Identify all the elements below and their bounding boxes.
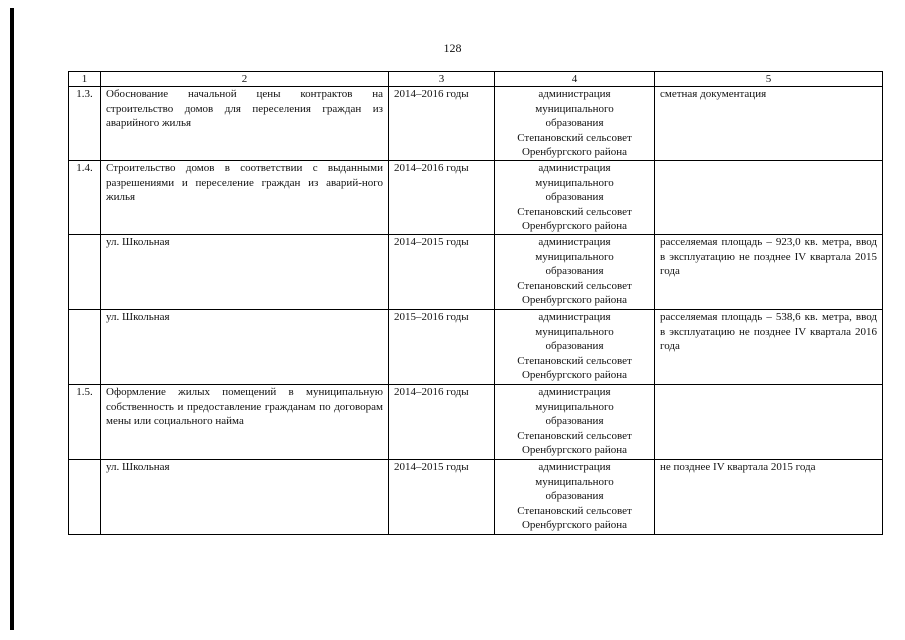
responsible-organization (495, 384, 655, 459)
implementation-period: 2014–2015 годы (389, 234, 495, 309)
org-line: образования (545, 191, 604, 204)
org-line: Оренбургского района (521, 444, 628, 457)
org-line: муниципального (535, 400, 614, 413)
table-row (69, 459, 883, 534)
org-line: администрация (538, 310, 611, 323)
org-line: администрация (538, 385, 611, 398)
column-header: 4 (495, 72, 655, 87)
measure-description: ул. Школьная (101, 459, 389, 534)
table-row (69, 309, 883, 384)
expected-result (655, 160, 883, 234)
responsible-organization (495, 309, 655, 384)
column-header: 2 (101, 72, 389, 87)
responsible-organization (495, 234, 655, 309)
table-row (69, 384, 883, 459)
org-line: Степановский сельсовет (517, 279, 632, 292)
org-line: образования (545, 117, 604, 130)
org-line: Оренбургского района (521, 294, 628, 307)
measure-description: Обоснование начальной цены контрактов на строительство домов для переселения граждан из аварийного жилья (101, 87, 389, 161)
scan-edge-bar (10, 8, 14, 630)
row-number (69, 459, 101, 534)
org-line: Степановский сельсовет (517, 131, 632, 144)
column-header: 3 (389, 72, 495, 87)
expected-result: сметная документация (655, 87, 883, 161)
org-line: муниципального (535, 475, 614, 488)
responsible-organization (495, 459, 655, 534)
row-number (69, 309, 101, 384)
org-line: муниципального (535, 176, 614, 189)
measure-description: Строительство домов в соответствии с выданными разрешениями и переселение граждан из аварий-ного жилья (101, 160, 389, 234)
expected-result: не позднее IV квартала 2015 года (655, 459, 883, 534)
implementation-period: 2014–2016 годы (389, 384, 495, 459)
table-row (69, 87, 883, 161)
table-row (69, 234, 883, 309)
implementation-period: 2014–2015 годы (389, 459, 495, 534)
org-line: Степановский сельсовет (517, 354, 632, 367)
org-line: администрация (538, 88, 611, 100)
expected-result (655, 384, 883, 459)
row-number (69, 234, 101, 309)
org-line: образования (545, 265, 604, 278)
page-number: 128 (443, 41, 462, 55)
column-header: 5 (655, 72, 883, 87)
org-line: образования (545, 415, 604, 428)
row-number: 1.5. (69, 384, 101, 459)
org-line: Оренбургского района (521, 220, 628, 233)
org-line: Степановский сельсовет (517, 504, 632, 517)
responsible-organization (495, 87, 655, 161)
measure-description: ул. Школьная (101, 309, 389, 384)
org-line: администрация (538, 460, 611, 473)
org-line: Оренбургского района (521, 519, 628, 532)
measure-description: ул. Школьная (101, 234, 389, 309)
org-line: Оренбургского района (521, 369, 628, 382)
org-line: муниципального (535, 250, 614, 263)
table-row (69, 160, 883, 234)
implementation-period: 2015–2016 годы (389, 309, 495, 384)
column-header: 1 (69, 72, 101, 87)
measures-table (68, 71, 883, 535)
org-line: муниципального (535, 325, 614, 338)
responsible-organization (495, 160, 655, 234)
expected-result: расселяемая площадь – 923,0 кв. метра, ввод в эксплуатацию не позднее IV квартала 2015 года (655, 234, 883, 309)
org-line: администрация (538, 161, 611, 174)
table-header-row (69, 72, 883, 87)
org-line: образования (545, 340, 604, 353)
org-line: муниципального (535, 102, 614, 115)
implementation-period: 2014–2016 годы (389, 160, 495, 234)
org-line: Оренбургского района (521, 146, 628, 159)
org-line: Степановский сельсовет (517, 205, 632, 218)
org-line: администрация (538, 235, 611, 248)
org-line: образования (545, 490, 604, 503)
measure-description: Оформление жилых помещений в муниципальную собственность и предоставление гражданам по договорам мены или социального найма (101, 384, 389, 459)
row-number: 1.3. (69, 87, 101, 161)
org-line: Степановский сельсовет (517, 429, 632, 442)
implementation-period: 2014–2016 годы (389, 87, 495, 161)
row-number: 1.4. (69, 160, 101, 234)
expected-result: расселяемая площадь – 538,6 кв. метра, ввод в эксплуатацию не позднее IV квартала 2016 года (655, 309, 883, 384)
